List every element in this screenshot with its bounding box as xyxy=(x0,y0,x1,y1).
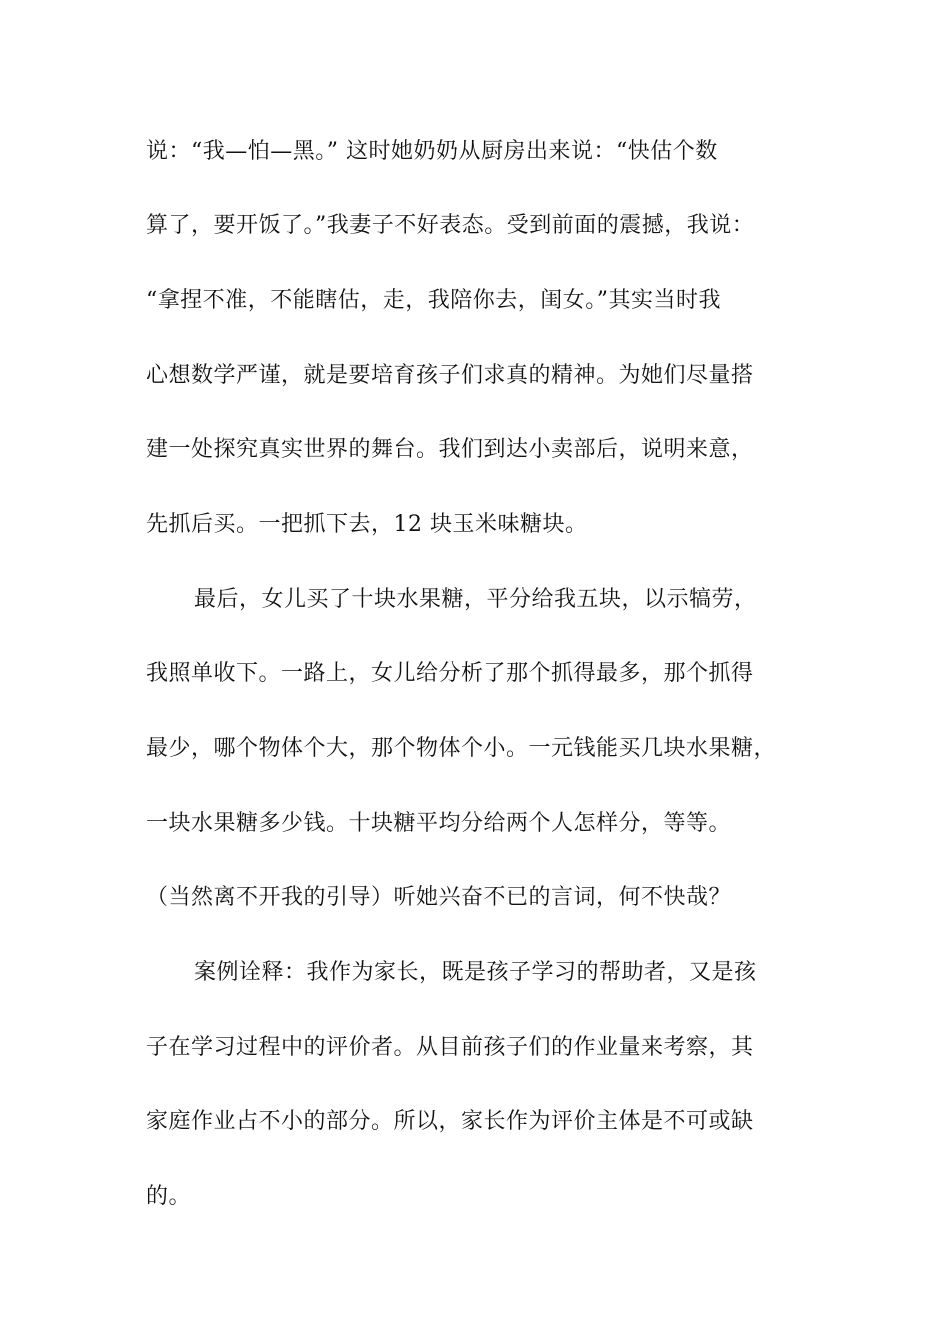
text-line-9: 最少，哪个物体个大，那个物体个小。一元钱能买几块水果糖， xyxy=(146,736,777,761)
text-line-12: 案例诠释：我作为家长，既是孩子学习的帮助者，又是孩 xyxy=(194,960,757,985)
text-line-15: 的。 xyxy=(146,1184,192,1209)
text-line-5: 建一处探究真实世界的舞台。我们到达小卖部后，说明来意， xyxy=(146,437,754,462)
text-line-3: “拿捏不准，不能瞎估，走，我陪你去，闺女。”其实当时我 xyxy=(146,288,721,313)
text-line-2: 算了，要开饭了。”我妻子不好表态。受到前面的震撼，我说： xyxy=(146,213,755,238)
text-line-7: 最后，女儿买了十块水果糖，平分给我五块，以示犒劳， xyxy=(194,587,757,612)
text-line-13: 子在学习过程中的评价者。从目前孩子们的作业量来考察，其 xyxy=(146,1035,754,1060)
text-line-11: （当然离不开我的引导）听她兴奋不已的言词，何不快哉？ xyxy=(146,885,732,910)
text-line-14: 家庭作业占不小的部分。所以，家长作为评价主体是不可或缺 xyxy=(146,1109,754,1134)
text-line-6: 先抓后买。一把抓下去，12 块玉米味糖块。 xyxy=(146,512,588,537)
text-line-8: 我照单收下。一路上，女儿给分析了那个抓得最多，那个抓得 xyxy=(146,661,754,686)
text-line-10: 一块水果糖多少钱。十块糖平均分给两个人怎样分，等等。 xyxy=(146,811,732,836)
text-line-4: 心想数学严谨，就是要培育孩子们求真的精神。为她们尽量搭 xyxy=(146,363,754,388)
text-line-1: 说：“我—怕—黑。” 这时她奶奶从厨房出来说：“快估个数 xyxy=(146,139,718,164)
